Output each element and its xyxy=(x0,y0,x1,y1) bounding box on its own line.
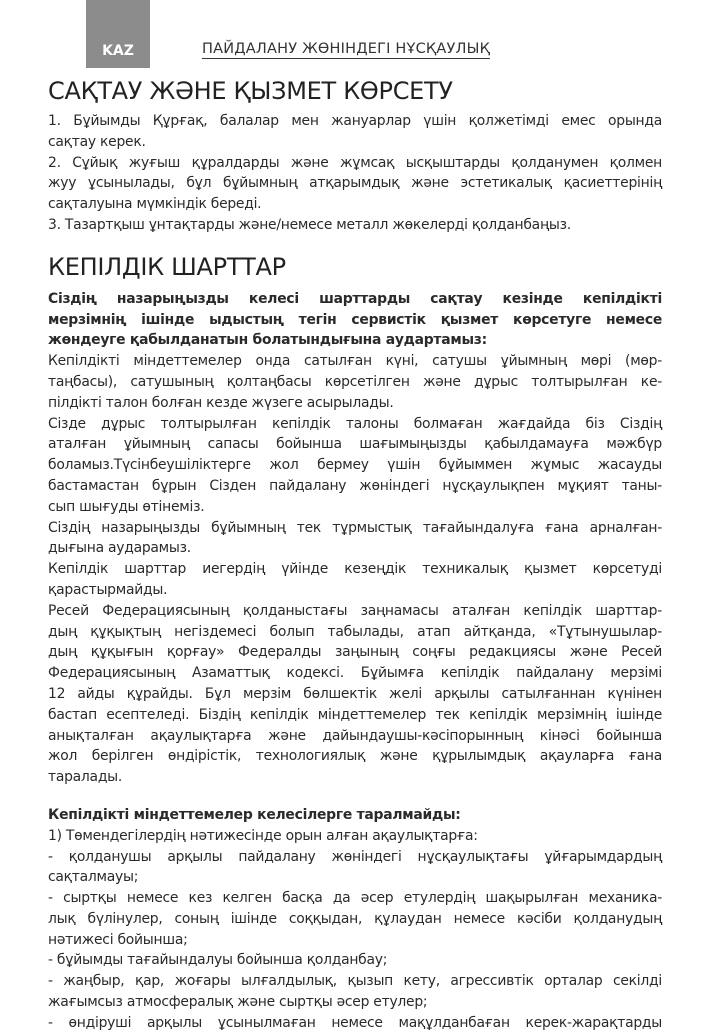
care-line: жуу ұсынылады, бұл бұйымның атқарымдық және эстетикалық қасиеттерінің xyxy=(48,175,662,192)
warranty-line: қарастырмайды. xyxy=(48,581,168,598)
exclusion-line: лық бүлінулер, соның ішінде соққыдан, құлаудан немесе кәсіби қолданудың xyxy=(48,910,662,927)
warranty-line: таралады. xyxy=(48,769,123,786)
exclusion-line: - сыртқы немесе кез келген басқа да әсер етулердің шақырылған механика- xyxy=(48,890,662,907)
warranty-intro-line: Сіздің назарыңызды келесі шарттарды сақтау кезінде кепілдікті xyxy=(48,290,662,307)
warranty-intro-line: мерзімнің ішінде ыдыстың тегін сервистік қызмет көрсетуге немесе xyxy=(48,311,662,328)
exclusion-line: сақталмауы; xyxy=(48,869,139,886)
care-section-text xyxy=(48,111,662,236)
warranty-intro-line: жөндеуге қабылданатын болатындығына аудартамыз: xyxy=(48,332,487,349)
warranty-line: таңбасы), сатушының қолтаңбасы көрсетілген және дұрыс толтырылған ке- xyxy=(48,373,662,390)
care-line: сақтау керек. xyxy=(48,133,146,150)
warranty-section-text xyxy=(48,289,662,788)
warranty-line: Сізде дұрыс толтырылған кепілдік талоны болмаған жағдайда біз Сіздің xyxy=(48,415,662,432)
exclusions-title: Кепілдікті міндеттемелер келесілерге таралмайды: xyxy=(48,806,461,823)
warranty-section-title: КЕПІЛДІК ШАРТТАР xyxy=(48,252,286,281)
exclusion-line: нәтижесі бойынша; xyxy=(48,931,188,948)
care-line: сақталуына мүмкіндік береді. xyxy=(48,196,262,213)
warranty-intro xyxy=(48,289,662,351)
exclusion-line: - бұйымды тағайындалуы бойынша қолданбау; xyxy=(48,952,388,969)
warranty-line: Сіздің назарыңызды бұйымның тек тұрмыстық тағайындалуға ғана арналған- xyxy=(48,519,662,536)
warranty-line: дың құқықтың негіздемесі болып табылады, атап айтқанда, «Тұтынушылар- xyxy=(48,623,662,640)
care-section-title: САҚТАУ ЖӘНЕ ҚЫЗМЕТ КӨРСЕТУ xyxy=(48,77,453,105)
warranty-line: анықталған ақаулықтарға және дайындаушы-кәсіпорынның кінәсі бойынша xyxy=(48,727,662,744)
warranty-line: пілдікті талон болған кезде жүзеге асырылады. xyxy=(48,394,394,411)
exclusion-line: жағымсыз атмосфералық және сыртқы әсер етулер; xyxy=(48,994,428,1011)
warranty-line: дығына аударамыз. xyxy=(48,540,191,557)
care-line: 3. Тазартқыш ұнтақтарды және/немесе металл жөкелерді қолданбаңыз. xyxy=(48,216,571,233)
warranty-line: аталған ұйымның сапасы бойынша шағымыңызды қабылдамауға мәжбүр xyxy=(48,436,662,453)
warranty-line: Федерациясының Азаматтық кодексі. Бұйымға кепілдік пайдалану мерзімі xyxy=(48,665,662,682)
exclusion-line: - жаңбыр, қар, жоғары ылғалдылық, қызып кету, агрессивтік орталар секілді xyxy=(48,973,662,990)
warranty-line: бастап есептеледі. Біздің кепілдік міндеттемелер тек кепілдік мерзімнің ішінде xyxy=(48,706,662,723)
exclusion-line: - қолданушы арқылы пайдалану жөніндегі нұсқаулықтағы ұйғарымдардың xyxy=(48,848,662,865)
warranty-line: 12 айды құрайды. Бұл мерзім бөлшектік желі арқылы сатылғаннан күнінен xyxy=(48,685,662,702)
warranty-line: дың құқығын қорғау» Федералды заңының соңғы редакциясы және Ресей xyxy=(48,644,662,661)
warranty-line: боламыз.Түсінбеушіліктерге жол бермеу үшін бұйыммен жұмыс жасауды xyxy=(48,457,662,474)
exclusion-line: 1) Төмендегілердің нәтижесінде орын алған ақаулықтарға: xyxy=(48,827,478,844)
document-header-title: ПАЙДАЛАНУ ЖӨНІНДЕГІ НҰСҚАУЛЫҚ xyxy=(202,41,491,57)
document-body xyxy=(48,75,662,1034)
exclusions-section xyxy=(48,805,662,1034)
warranty-line: бастамастан бұрын Сізден пайдалану жөніндегі нұсқаулықпен мұқият таны- xyxy=(48,477,662,494)
care-line: 1. Бұйымды Құрғақ, балалар мен жануарлар үшін қолжетімді емес орында xyxy=(48,113,662,129)
warranty-line: Кепілдік шарттар иегердің үйінде кезеңдік техникалық қызмет көрсетуді xyxy=(48,561,662,578)
care-line: 2. Сұйық жуғыш құралдарды және жұмсақ ысқыштарды қолданумен қолмен xyxy=(48,154,662,171)
exclusion-line: - өндіруші арқылы ұсынылмаған немесе мақұлданбаған керек-жарақтарды xyxy=(48,1014,662,1031)
language-tab: KAZ xyxy=(86,0,150,68)
warranty-line: сып шығуды өтінеміз. xyxy=(48,498,205,515)
warranty-line: Ресей Федерациясының қолданыстағы заңнамасы аталған кепілдік шарттар- xyxy=(48,602,662,619)
warranty-line: Кепілдікті міндеттемелер онда сатылған күні, сатушы ұйымның мөрі (мөр- xyxy=(48,353,662,370)
warranty-line: жол берілген өндірістік, технологиялық және құрылымдық ақауларға ғана xyxy=(48,748,662,765)
